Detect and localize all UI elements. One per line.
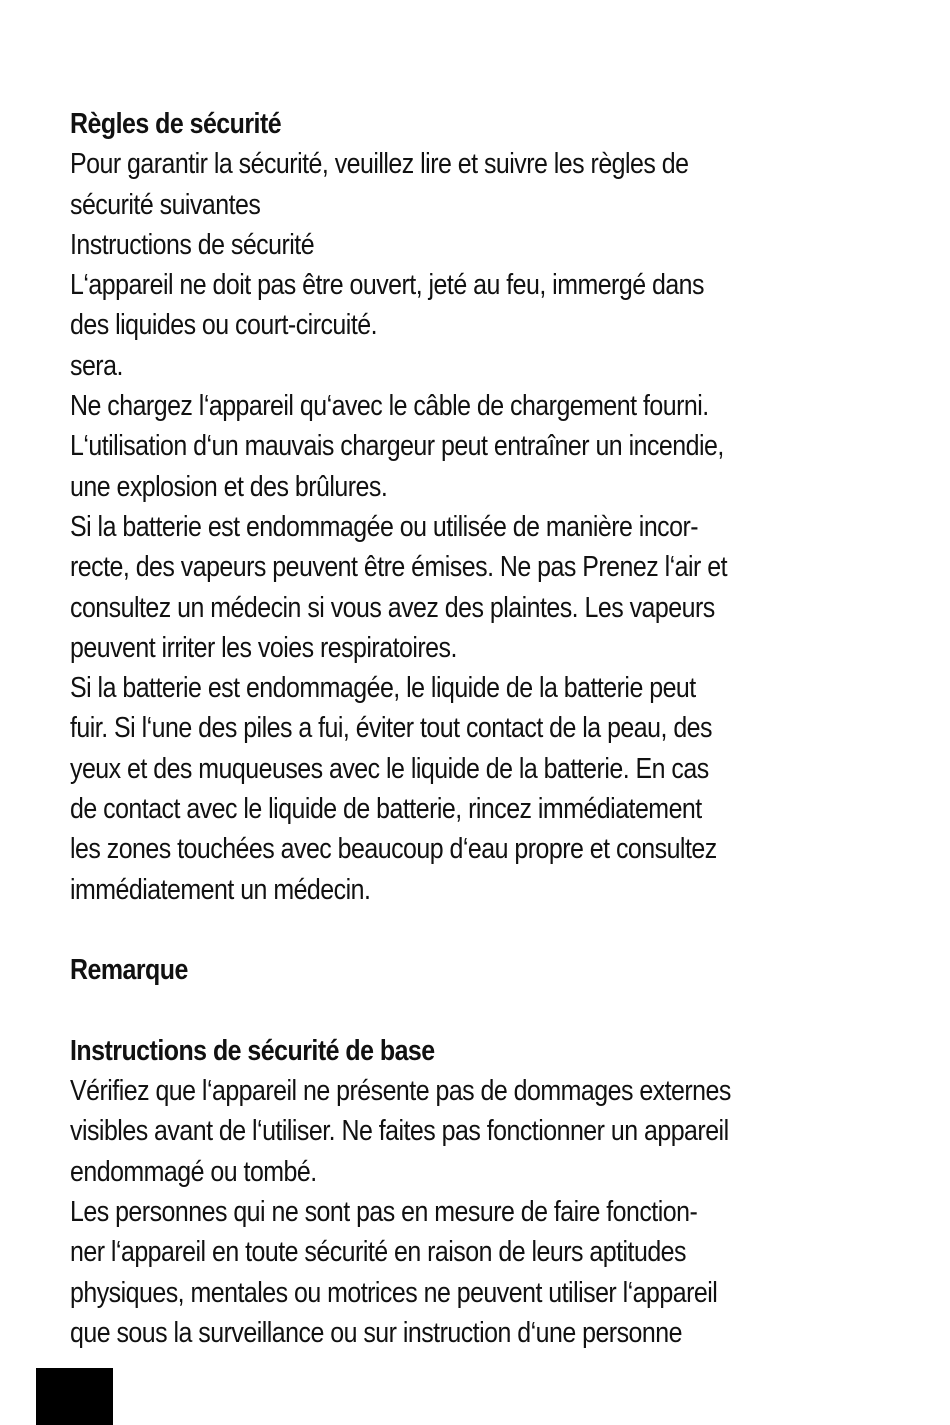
text-line: ner l‘appareil en toute sécurité en raison de leurs aptitudes — [70, 1236, 686, 1269]
black-edge-tab — [36, 1368, 113, 1425]
text-line: Les personnes qui ne sont pas en mesure de faire fonction- — [70, 1196, 698, 1229]
text-line: consultez un médecin si vous avez des plaintes. Les vapeurs — [70, 591, 715, 624]
text-line: Si la batterie est endommagée ou utilisée de manière incor- — [70, 510, 699, 543]
text-line: recte, des vapeurs peuvent être émises. Ne pas Prenez l‘air et — [70, 551, 727, 584]
text-line: les zones touchées avec beaucoup d‘eau propre et consultez — [70, 833, 717, 866]
text-line: sera. — [70, 349, 123, 382]
text-line: yeux et des muqueuses avec le liquide de la batterie. En cas — [70, 752, 709, 785]
text-line: Instructions de sécurité — [70, 228, 315, 261]
text-line: physiques, mentales ou motrices ne peuvent utiliser l‘appareil — [70, 1276, 718, 1309]
text-line: Si la batterie est endommagée, le liquide de la batterie peut — [70, 672, 696, 705]
manual-page — [70, 104, 870, 1353]
text-line: une explosion et des brûlures. — [70, 470, 388, 503]
text-line: de contact avec le liquide de batterie, rincez immédiatement — [70, 793, 702, 826]
text-line: visibles avant de l‘utiliser. Ne faites pas fonctionner un appareil — [70, 1115, 729, 1148]
heading-safety-rules: Règles de sécurité — [70, 108, 282, 140]
text-line: Pour garantir la sécurité, veuillez lire et suivre les règles de — [70, 148, 689, 181]
text-line: des liquides ou court-circuité. — [70, 309, 378, 342]
spacer — [70, 991, 870, 1031]
text-line: que sous la surveillance ou sur instruction d‘une personne — [70, 1316, 682, 1349]
spacer — [70, 910, 870, 950]
text-line: L‘appareil ne doit pas être ouvert, jeté au feu, immergé dans — [70, 269, 704, 302]
text-line: sécurité suivantes — [70, 188, 261, 221]
text-line: peuvent irriter les voies respiratoires. — [70, 631, 457, 664]
heading-remark: Remarque — [70, 954, 188, 987]
text-line: endommagé ou tombé. — [70, 1155, 317, 1188]
text-line: Ne chargez l‘appareil qu‘avec le câble de chargement fourni. — [70, 390, 709, 423]
text-line: fuir. Si l‘une des piles a fui, éviter tout contact de la peau, des — [70, 712, 712, 745]
text-line: Vérifiez que l‘appareil ne présente pas de dommages externes — [70, 1075, 731, 1108]
text-line: immédiatement un médecin. — [70, 873, 371, 906]
heading-basic-safety-instructions: Instructions de sécurité de base — [70, 1034, 435, 1067]
text-line: L‘utilisation d‘un mauvais chargeur peut entraîner un incendie, — [70, 430, 724, 463]
